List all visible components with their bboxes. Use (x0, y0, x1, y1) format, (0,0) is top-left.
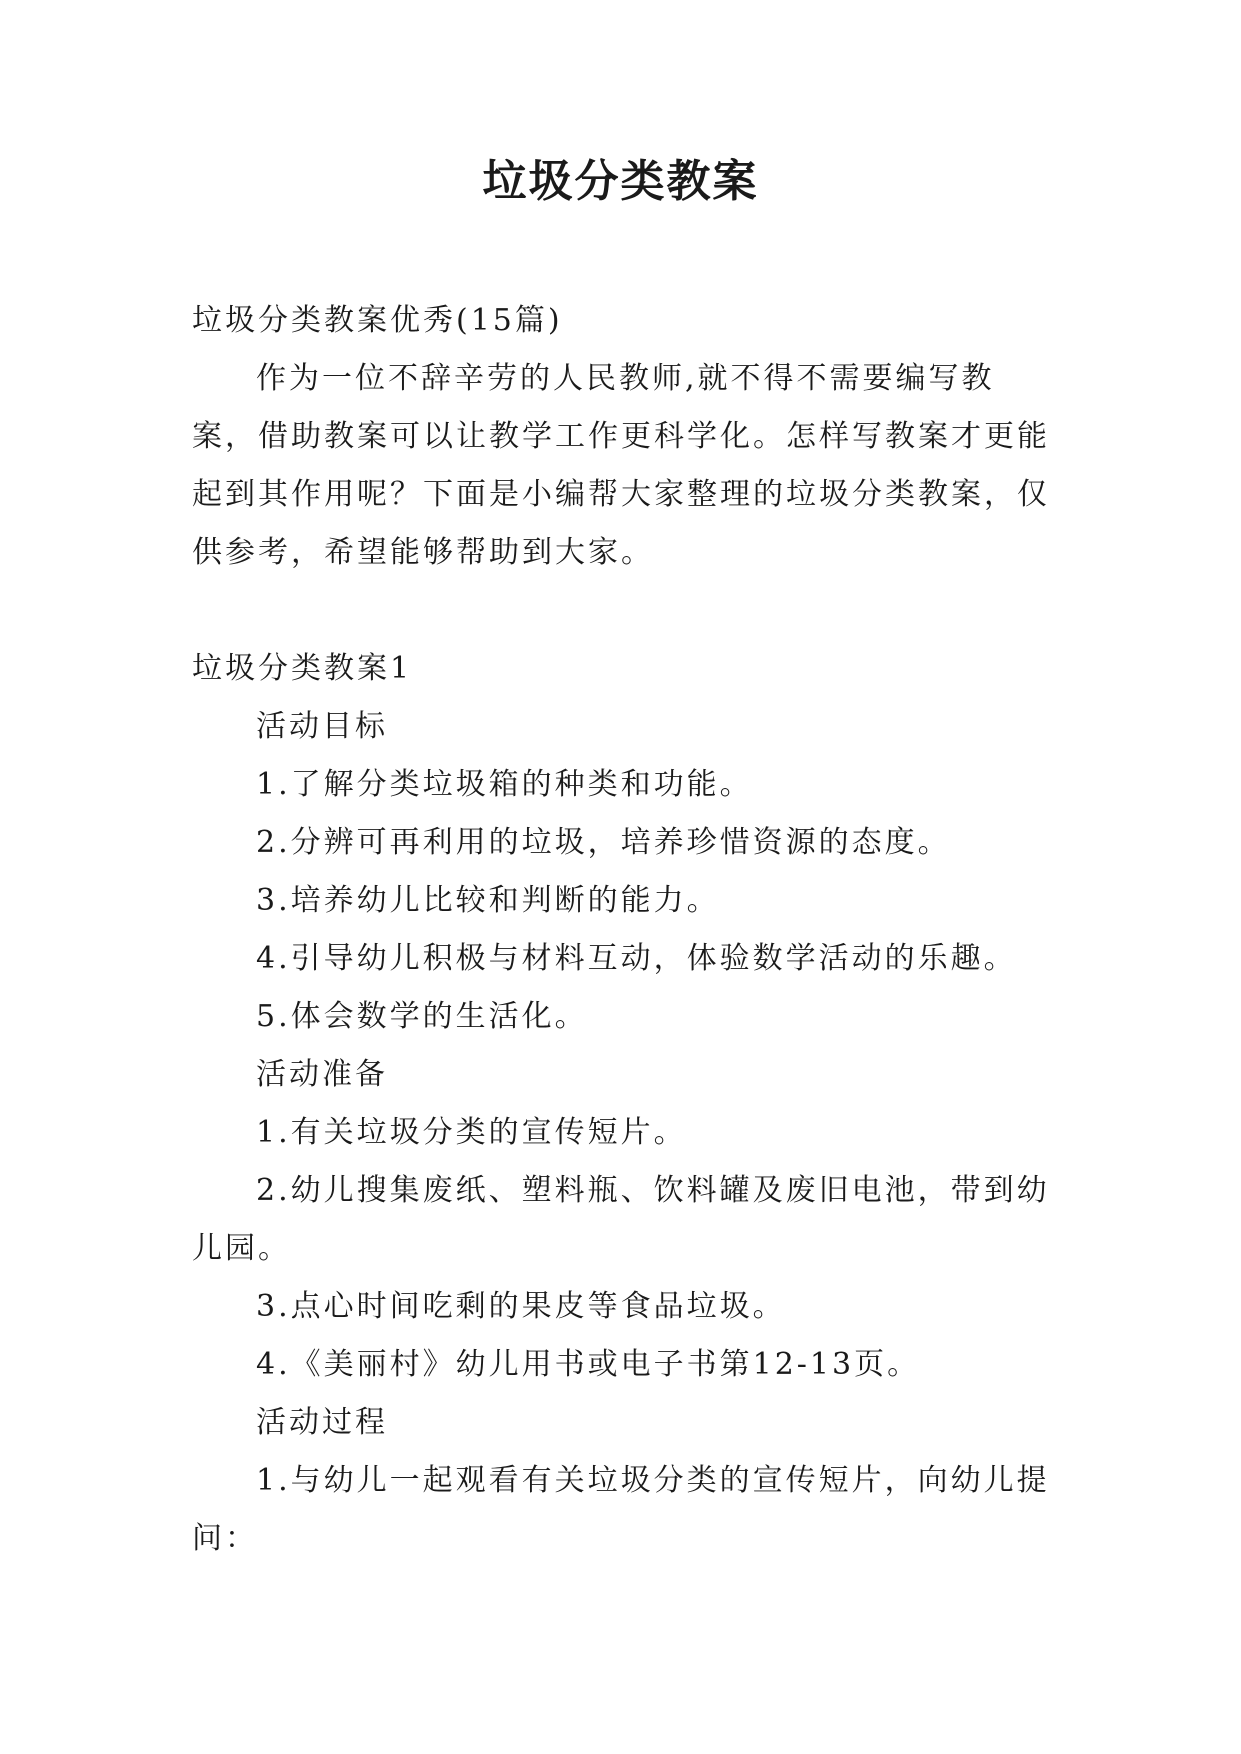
prep-item: 4.《美丽村》幼儿用书或电子书第12-13页。 (256, 1347, 921, 1382)
process-item: 1.与幼儿一起观看有关垃圾分类的宣传短片，向幼儿提问： (192, 1463, 1050, 1556)
document-subtitle: 垃圾分类教案优秀(15篇) (192, 303, 563, 338)
document-title: 垃圾分类教案 (482, 156, 759, 207)
process-heading: 活动过程 (256, 1405, 388, 1440)
prep-item: 3.点心时间吃剩的果皮等食品垃圾。 (256, 1289, 786, 1324)
document-body (192, 292, 1054, 1568)
section-spacer (192, 582, 1054, 640)
prep-heading: 活动准备 (256, 1057, 388, 1092)
goal-item: 2.分辨可再利用的垃圾，培养珍惜资源的态度。 (256, 825, 951, 860)
goal-item: 4.引导幼儿积极与材料互动，体验数学活动的乐趣。 (256, 941, 1017, 976)
section-heading: 垃圾分类教案1 (192, 651, 413, 686)
intro-paragraph: 作为一位不辞辛劳的人民教师,就不得不需要编写教案，借助教案可以让教学工作更科学化。怎样写教案才更能起到其作用呢？下面是小编帮大家整理的垃圾分类教案，仅供参考，希望能够帮助到大家。 (192, 361, 1050, 570)
goal-item: 1.了解分类垃圾箱的种类和功能。 (256, 767, 753, 802)
prep-item: 1.有关垃圾分类的宣传短片。 (256, 1115, 687, 1150)
prep-item: 2.幼儿搜集废纸、塑料瓶、饮料罐及废旧电池，带到幼儿园。 (192, 1173, 1050, 1266)
goals-heading: 活动目标 (256, 709, 388, 744)
goal-item: 3.培养幼儿比较和判断的能力。 (256, 883, 720, 918)
goal-item: 5.体会数学的生活化。 (256, 999, 588, 1034)
